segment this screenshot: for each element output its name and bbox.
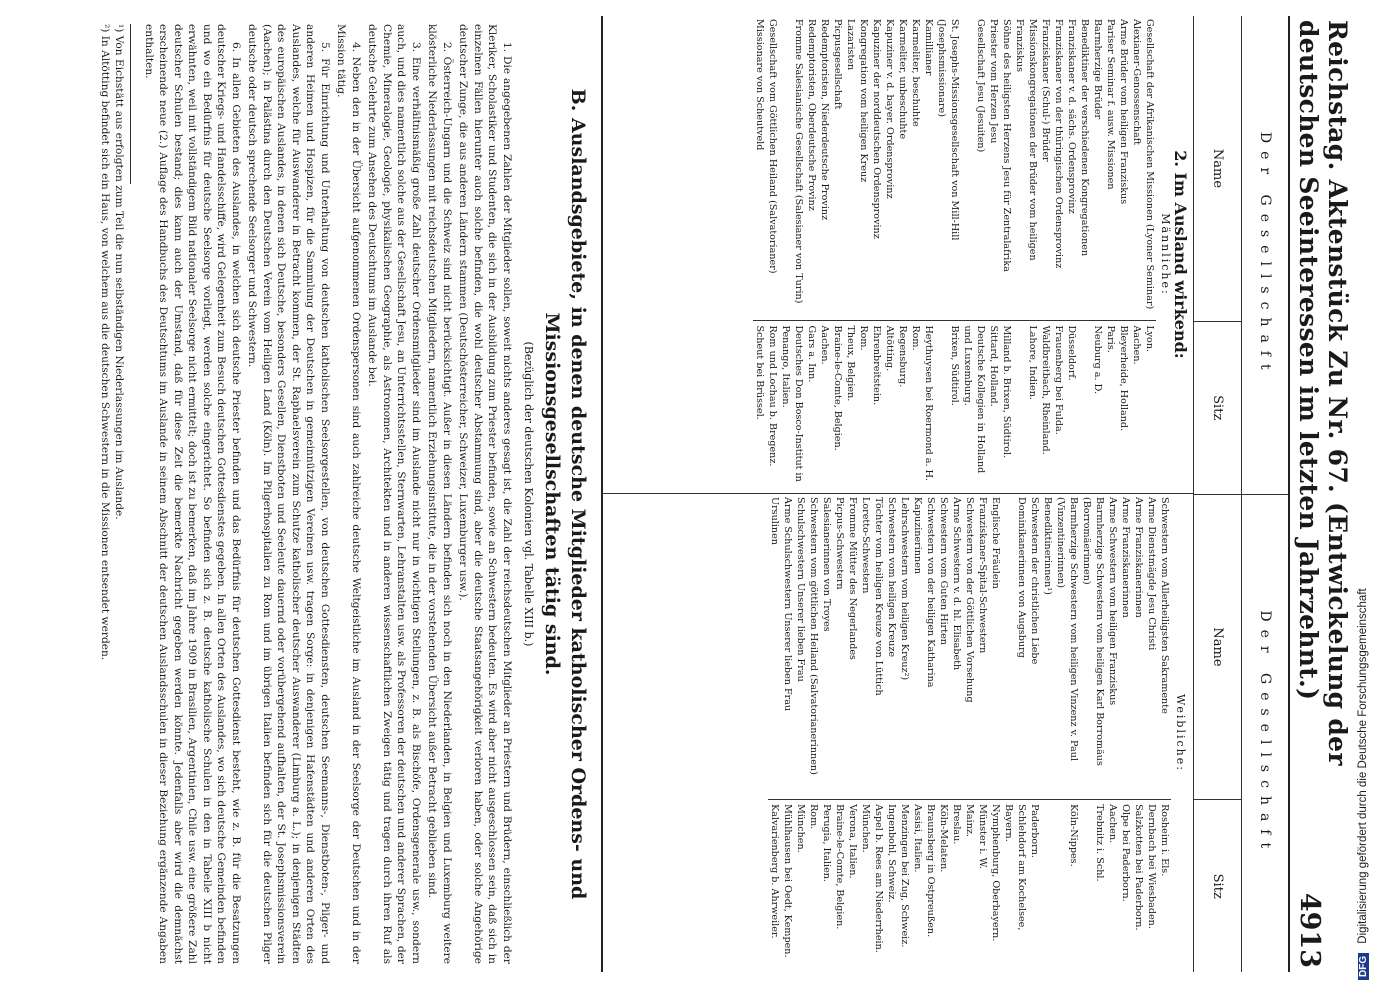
order-sitz: Theux, Belgien. xyxy=(844,320,857,490)
table-row xyxy=(1143,19,1156,490)
order-sitz: Scheut bei Brüssel. xyxy=(753,320,766,490)
order-name: Kamillianer xyxy=(923,19,934,76)
table-row xyxy=(961,19,987,490)
table-row xyxy=(976,497,989,969)
order-sitz: Waldbreitbach, Rheinland. xyxy=(1039,320,1052,490)
order-name: Lehrschwestern vom heiligen Kreuz²) xyxy=(899,497,910,681)
female-orders-column xyxy=(603,494,1193,972)
male-heading: Männliche: xyxy=(1159,213,1172,296)
order-name: Missionskongregationen der Brüder vom heiligen Franziskus xyxy=(1014,19,1038,261)
note-paragraph: 3. Eine verhältnismäßig große Zahl deutscher Ordensmitglieder sind im Auslande nicht nur in wichtigen Stellungen, z. B. als Bischöfe, Ordensgenerale usw., sondern auch, und dies namentlich solche aus der Gesellschaft Jesu, an Unterrichtsstellen, Sternwarten, Lehranstalten usw. als Professoren der deutschen und anderer Sprachen, der Chemie, Mineralogie, Geologie, physikalischen Geographie, als Astronomen, Architekten und in anderen wissenschaftlichen Zweigen tätig und tragen durch ihren Ruf als deutsche Gelehrte zum Ansehen des Deutschtums im Auslande bei. xyxy=(366,24,422,964)
order-sitz: Milland b. Brixen, Südtirol. xyxy=(1000,320,1013,490)
order-sitz: Heythuysen bei Roermond a. H. xyxy=(922,320,935,490)
column-header-name-right: Name xyxy=(1194,495,1241,801)
order-name: Salesianerinnen von Troyes xyxy=(821,497,832,632)
order-sitz: Rom und Lochau b. Bregenz. xyxy=(766,320,779,490)
order-sitz: Deutsche Kollegien in Holland und Luxemburg. xyxy=(961,320,987,490)
table-row xyxy=(1117,19,1130,490)
table-row xyxy=(1041,497,1054,969)
page-header xyxy=(1288,16,1352,972)
order-name: Arme Brüder vom heiligen Franziskus xyxy=(1118,19,1129,205)
table-row xyxy=(1039,19,1052,490)
order-sitz: Lyon. xyxy=(1143,320,1156,490)
order-sitz: Frauenberg bei Fulda. xyxy=(1052,320,1065,490)
table-row xyxy=(820,497,833,969)
table-row xyxy=(846,497,859,969)
order-sitz: Trebnitz i. Schl. xyxy=(1080,799,1106,969)
order-sitz: Kalvarienberg b. Ahrweiler. xyxy=(768,799,781,969)
order-name: Franziskaner v. d. sächs. Ordensprovinz xyxy=(1066,19,1077,214)
table-row xyxy=(753,19,766,490)
dfg-logo: DFG xyxy=(1358,953,1369,980)
note-paragraph: 2. Österreich-Ungarn und die Schweiz sind nicht berücksichtigt. Außer in diesen Ländern befinden sich noch in den Niederlanden, in Belgien und Luxemburg weitere klösterliche Niederlassungen mit reichsdeutschen Mitgliedern, namentlich Erziehungsinstitute, die in der vorstehenden Übersicht außer Betracht geblieben sind. xyxy=(426,24,453,964)
table-row xyxy=(1080,497,1106,969)
table-row xyxy=(950,497,963,969)
order-sitz: Deutsches Don Bosco-Institut in Penango, Italien. xyxy=(779,320,805,490)
order-sitz: Bleyerheide, Holland. xyxy=(1117,320,1130,490)
order-name: Schwestern vom göttlichen Heiland (Salvatorianerinnen) xyxy=(808,497,819,775)
order-name: Schwestern vom heiligen Kreuze xyxy=(886,497,897,658)
order-sitz: Münster i. W. xyxy=(976,799,989,969)
column-header-sitz-left: Sitz xyxy=(1210,395,1225,421)
column-header-name-left: Name xyxy=(1194,16,1241,322)
order-name: Picpusgesellschaft xyxy=(832,19,843,110)
order-sitz: Regensburg. xyxy=(896,320,909,490)
column-group-right: Der Gesellschaft xyxy=(1241,495,1288,973)
order-sitz: Düsseldorf. xyxy=(1065,320,1078,490)
page-header-title: Reichstag. Aktenstück Zu Nr. 67. (Entwickelung der deutschen Seeinteressen im letzten Jahrzehnt.) xyxy=(1294,20,1352,766)
order-name: Ursulinen xyxy=(769,497,780,545)
order-sitz: Ingenbohl, Schweiz. xyxy=(885,799,898,969)
table-row xyxy=(844,19,857,490)
order-name: Kapuziner v. d. bayer. Ordensprovinz xyxy=(884,19,895,199)
table-row xyxy=(1054,497,1080,969)
table-row xyxy=(859,497,872,969)
order-name: Pariser Seminar f. ausw. Missionen xyxy=(1105,19,1116,190)
table-row xyxy=(1130,19,1143,490)
order-name: Franziskaner-Spital-Schwestern xyxy=(977,497,988,654)
section-heading: 2. Im Ausland wirkend: xyxy=(1171,150,1190,359)
footnote: ²) In Altötting befindet sich ein Haus, von welchem aus die deutschen Schwestern in die Missionen entsendet werden. xyxy=(99,24,112,661)
order-sitz: Neuburg a. D. xyxy=(1091,320,1104,490)
order-sitz: Rom. xyxy=(807,799,820,969)
order-name: Arme Schwestern v. d. hl. Elisabeth xyxy=(951,497,962,671)
order-name: Schwestern vom Allerheiligsten Sakramente xyxy=(1159,497,1170,714)
order-name: Fromme Mütter des Negerlandes xyxy=(847,497,858,660)
table-row xyxy=(1158,497,1171,969)
order-sitz: Verona, Italien. xyxy=(846,799,859,969)
order-name: St. Josephs-Missionsgesellschaft von Mill-Hill (Josephsmissionare) xyxy=(936,19,960,241)
order-sitz: Lahore, Indien. xyxy=(1013,320,1039,490)
table-row xyxy=(818,19,831,490)
order-name: Schulschwestern Unserer lieben Frau xyxy=(795,497,806,682)
order-name: Gesellschaft Jesu (Jesuiten) xyxy=(975,19,986,153)
table-row xyxy=(885,497,898,969)
table-row xyxy=(935,19,961,490)
note-paragraph: 1. Die angegebenen Zahlen der Mitglieder sollen, soweit nichts anderes gesagt ist, die Zahl der reichsdeutschen Mitglieder an Priestern und Brüdern, einschließlich der Kleriker, Scholastiker und Studenten, die sich in der Ausbildung zum Priester befinden, sowie an Schwestern bedeuten. Es wird aber nicht ausgeschlossen sein, daß sich in einzelnen Fällen hierunter auch solche befinden, die wohl deutscher Abstammung sind, aber die deutsche Staatsangehörigkeit verloren haben, oder solche Angehörige deutscher Zunge, die aus anderen Ländern stammen (Deutschösterreicher, Schweizer, Luxemburger usw.). xyxy=(457,24,513,964)
digitization-caption: Digitalisierung gefördert durch die Deutsche Forschungsgemeinschaft xyxy=(1357,588,1369,944)
section-b-title: B. Auslandsgebiete, in denen deutsche Mitglieder katholischer Ordens- und Missionsgesellschaften tätig sind. xyxy=(541,88,589,900)
order-name: Söhne des heiligsten Herzens Jesu für Zentralafrika xyxy=(1001,19,1012,272)
order-name: Schwestern vom Guten Hirten xyxy=(938,497,949,645)
order-sitz: Gars a. Inn. xyxy=(805,320,818,490)
order-name: Lazaristen xyxy=(845,19,856,71)
table-row xyxy=(766,19,779,490)
order-name: Fromme Salesianische Gesellschaft (Salesianer von Turin) xyxy=(793,19,804,304)
table-row xyxy=(781,497,794,969)
order-sitz: Rom. xyxy=(909,320,922,490)
table-row xyxy=(833,497,846,969)
table-column-headers xyxy=(1193,16,1288,972)
page-number: 4913 xyxy=(1294,892,1325,968)
table-row xyxy=(1091,19,1104,490)
side-caption xyxy=(1355,12,1377,992)
male-orders-column xyxy=(603,16,1193,494)
order-sitz: Sittard, Holland. xyxy=(987,320,1000,490)
order-sitz: Paris. xyxy=(1104,320,1117,490)
order-sitz: Perugia, Italien. xyxy=(820,799,833,969)
female-heading: Weibliche: xyxy=(1174,694,1187,772)
order-name: Benediktiner der verschiedenen Kongregationen xyxy=(1079,19,1090,257)
order-sitz: Brixen, Südtirol. xyxy=(935,320,961,490)
order-name: Redemptoristen, Oberdeutsche Provinz xyxy=(806,19,817,211)
order-name: Arme Franziskanerinnen xyxy=(1133,497,1144,618)
order-name: Englische Fräulein xyxy=(990,497,1001,589)
order-sitz: Aspel b. Rees am Niederrhein. xyxy=(872,799,885,969)
order-name: Arme Franziskanerinnen xyxy=(1120,497,1131,618)
order-name: Franziskaner (Schul-) Brüder xyxy=(1040,19,1051,162)
table-row xyxy=(1002,497,1028,969)
order-name: Schwestern von der heiligen Katharina xyxy=(925,497,936,688)
orders-table xyxy=(601,16,1193,972)
table-row xyxy=(779,19,805,490)
table-row xyxy=(1132,497,1145,969)
table-row xyxy=(937,497,950,969)
order-name: Franziskaner von der thüringischen Ordensprovinz xyxy=(1053,19,1064,269)
table-row xyxy=(1078,19,1091,490)
order-sitz: München. xyxy=(794,799,807,969)
table-row xyxy=(963,497,976,969)
order-sitz: Ehrenbreitstein. xyxy=(870,320,883,490)
order-sitz: Schlehdorf am Kochelsee, Bayern. xyxy=(1002,799,1028,969)
order-sitz: Breslau. xyxy=(950,799,963,969)
table-row xyxy=(922,19,935,490)
order-sitz: Mühlhausen bei Oedt, Kempen. xyxy=(781,799,794,969)
order-name: Gesellschaft vom Göttlichen Heiland (Salvatorianer) xyxy=(767,19,778,274)
order-name: Barmherzige Schwestern vom heiligen Vinzenz v. Paul (Vinzentinerinnen) xyxy=(1055,497,1079,762)
order-sitz: Rosheim i. Els. xyxy=(1158,799,1171,969)
table-row xyxy=(898,497,911,969)
order-name: Dominikanerinnen von Augsburg xyxy=(1016,497,1027,658)
order-name: Missionare von Scheutveld xyxy=(754,19,765,151)
table-row xyxy=(987,19,1000,490)
order-name: Barmherzige Schwestern vom heiligen Karl Borromäus (Borromäerinnen) xyxy=(1081,497,1105,766)
table-row xyxy=(1013,19,1039,490)
table-row xyxy=(989,497,1002,969)
table-row xyxy=(924,497,937,969)
order-sitz: Braine-le-Comte, Belgien. xyxy=(831,320,844,490)
order-name: Schwestern der christlichen Liebe xyxy=(1029,497,1040,665)
order-sitz: Braunsberg in Ostpreußen. xyxy=(924,799,937,969)
order-sitz: Rom. xyxy=(857,320,870,490)
order-sitz: Köln-Nippes. xyxy=(1054,799,1080,969)
table-row xyxy=(872,497,885,969)
order-sitz: Olpe bei Paderborn. xyxy=(1119,799,1132,969)
order-name: Arme Dienstmägde Jesu Christi xyxy=(1146,497,1157,651)
order-sitz: Nymphenburg, Oberbayern. xyxy=(989,799,1002,969)
order-name: Benediktinerinnen¹) xyxy=(1042,497,1053,595)
order-name: Gesellschaft der Afrikanischen Missionen (Lyoner Seminar) xyxy=(1144,19,1155,310)
order-name: Karmeliter, unbeschuhte xyxy=(897,19,908,140)
order-sitz: Braine-le-Comte, Belgien. xyxy=(833,799,846,969)
order-name: Kapuziner der norddeutschen Ordensprovinz xyxy=(871,19,882,239)
order-name: Schwestern von der Göttlichen Vorsehung xyxy=(964,497,975,703)
table-row xyxy=(1065,19,1078,490)
order-name: Karmeliter, beschuhte xyxy=(910,19,921,127)
order-name: Kapuzinerinnen xyxy=(912,497,923,575)
order-sitz: Aachen. xyxy=(1106,799,1119,969)
table-row xyxy=(1000,19,1013,490)
table-row xyxy=(768,497,781,969)
order-sitz: Altötting. xyxy=(883,320,896,490)
table-row xyxy=(1145,497,1158,969)
order-name: Arme Schwestern vom heiligen Franziskus xyxy=(1107,497,1118,706)
order-name: Arme Schulschwestern Unserer lieben Frau xyxy=(782,497,793,712)
order-name: Priester vom Herzen Jesu xyxy=(988,19,999,144)
note-paragraph: 5. Für Einrichtung und Unterhaltung von deutschen katholischen Seelsorgestellen, von deutschen Gottesdiensten, deutschen Seemanns-, Dienstboten-, Pilger- und anderen Heimen und Hospizen, für die Sammlung der Deutschen in gemeinnützigen Vereinen usw. tragen Sorge: in denjenigen Hafenstädten und anderen Orten des Auslandes, welche für Auswanderer in Betracht kommen, der St. Raphaelsverein zum Schutze katholischer deutscher Auswanderer (Limburg a. L.); in denjenigen Städten des europäischen Auslandes, in denen sich Deutsche, besonders Gesellen, Dienstboten und Seeleute dauernd oder vorübergehend aufhalten, der St. Josephsmissionsverein (Aachen); in Palästina durch den Deutschen Verein vom Heiligen Land (Köln). Im Pilgerhospitalien zu Rom und im übrigen Italien befinden sich für die deutschen Pilger deutsche oder deutsch sprechende Seelsorger und Schwestern. xyxy=(246,24,331,964)
note-paragraph: 4. Neben den in der Übersicht aufgenommenen Ordenspersonen sind auch zahlreiche deutsche Weltgeistliche im Ausland in der Seelsorge der Deutschen und in der Mission tätig. xyxy=(335,24,362,964)
table-row xyxy=(1119,497,1132,969)
order-sitz: Aachen. xyxy=(1130,320,1143,490)
order-sitz: Dernbach bei Wiesbaden. xyxy=(1145,799,1158,969)
table-row xyxy=(857,19,870,490)
section-b-subtitle: (Bezüglich der deutschen Kolonien vgl. Tabelle XIII b.) xyxy=(522,341,535,647)
table-row xyxy=(794,497,807,969)
order-sitz xyxy=(1078,320,1091,490)
table-row xyxy=(896,19,909,490)
note-paragraph: 6. In allen Gebieten des Auslandes, in welchen sich deutsche Priester befinden und das Bedürfnis für deutschen Gottesdienst besteht, wie z. B. für die Besatzungen deutscher Kriegs- und Handelsschiffe, wird Gelegenheit zum Besuch deutschen Gottesdienstes gegeben. In allen Orten des Auslandes, wo sich deutsche Gemeinden befinden und wo ein Bedürfnis für deutsche Seelsorge vorliegt, werden solche eingerichtet. So befinden sich z. B. deutsche katholische Schulen in den in Tabelle XIII b nicht erwähnten, weil mit vollständigem Bild nationaler Seelsorge nicht ermittelt; doch ist zu bemerken, daß im Jahre 1909 in Brasilien, Argentinien, Chile usw. eine größere Zahl deutscher Schulen bestand; dies kann auch der Umstand, daß für diese Zeit die bemerkte Nachricht gegeben werden könnte. Jedenfalls aber wird die demnächst erscheinende neue (2.) Auflage des Handbuchs des Deutschtums im Auslande in seinem Abschnitt der deutschen Auslandsschulen in dieser Beziehung ergänzende Angaben enthalten. xyxy=(143,24,242,964)
column-header-sitz-right: Sitz xyxy=(1210,873,1225,899)
order-sitz: Menzingen bei Zug, Schweiz. xyxy=(898,799,911,969)
table-row xyxy=(1106,497,1119,969)
table-row xyxy=(1052,19,1065,490)
order-name: Alexianer-Genossenschaft xyxy=(1131,19,1142,146)
order-name: Loretto-Schwestern xyxy=(860,497,871,594)
order-sitz: Köln-Melaten. xyxy=(937,799,950,969)
order-sitz: Salzkotten bei Paderborn. xyxy=(1132,799,1145,969)
order-name: Picpus-Schwestern xyxy=(834,497,845,590)
order-name: Kongregation vom heiligen Kreuz xyxy=(858,19,869,183)
order-sitz: Assisi, Italien. xyxy=(911,799,924,969)
table-row xyxy=(870,19,883,490)
table-row xyxy=(805,19,818,490)
table-row xyxy=(883,19,896,490)
table-row xyxy=(909,19,922,490)
footnote: ¹) Von Eichstätt aus erfolgten zum Teil die nun selbständigen Niederlassungen im Auslande. xyxy=(113,24,126,520)
footnote-divider xyxy=(131,24,132,184)
order-sitz: Paderborn. xyxy=(1028,799,1041,969)
table-row xyxy=(1104,19,1117,490)
table-row xyxy=(807,497,820,969)
order-name: Barmherzige Brüder xyxy=(1092,19,1103,120)
order-sitz xyxy=(1041,799,1054,969)
notes-body xyxy=(142,16,515,972)
column-group-left: Der Gesellschaft xyxy=(1241,16,1288,494)
order-sitz: Aachen. xyxy=(818,320,831,490)
footnotes xyxy=(99,16,127,972)
order-sitz: Mainz. xyxy=(963,799,976,969)
table-row xyxy=(911,497,924,969)
order-sitz: München. xyxy=(859,799,872,969)
table-row xyxy=(1028,497,1041,969)
order-name: Redemptoristen, Niederdeutsche Provinz xyxy=(819,19,830,221)
order-name: Töchter vom heiligen Kreuze von Lüttich xyxy=(873,497,884,696)
table-row xyxy=(831,19,844,490)
